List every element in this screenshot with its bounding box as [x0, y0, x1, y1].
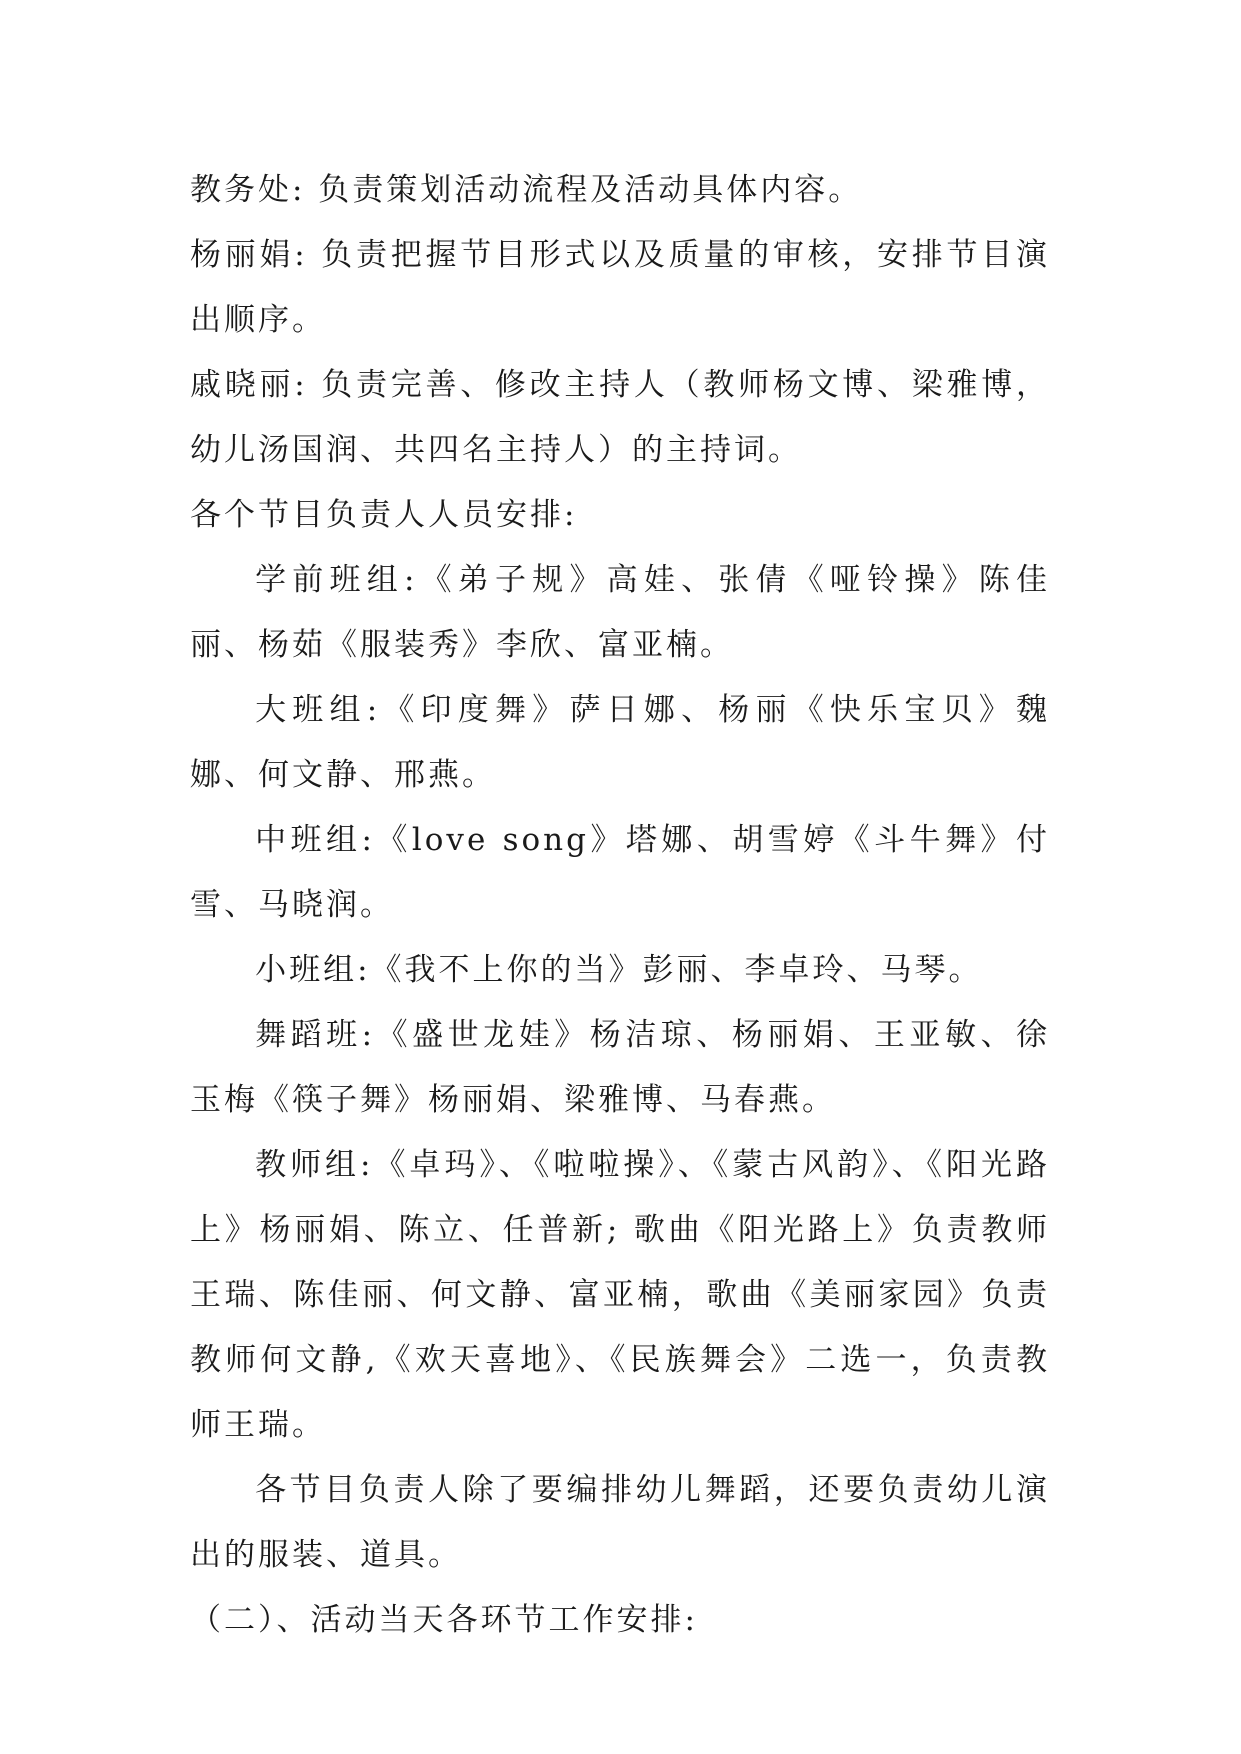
paragraph-middle-class-group: 中班组:《love song》塔娜、胡雪婷《斗牛舞》付雪、马晓润。 [190, 822, 1050, 923]
paragraph-junior-class-group: 小班组:《我不上你的当》彭丽、李卓玲、马琴。 [255, 952, 983, 988]
paragraph-program-staff-heading: 各个节目负责人人员安排: [190, 497, 578, 533]
paragraph-senior-class-group: 大班组:《印度舞》萨日娜、杨丽《快乐宝贝》魏娜、何文静、邢燕。 [190, 692, 1050, 793]
paragraph-preschool-group: 学前班组:《弟子规》高娃、张倩《哑铃操》陈佳丽、杨茹《服装秀》李欣、富亚楠。 [190, 562, 1050, 663]
paragraph-qi-xiaoli: 戚晓丽: 负责完善、修改主持人（教师杨文博、梁雅博，幼儿汤国润、共四名主持人）的主持词。 [190, 367, 1050, 468]
section-heading-event-day: （二）、活动当天各环节工作安排: [190, 1602, 698, 1638]
paragraph-teacher-group: 教师组:《卓玛》、《啦啦操》、《蒙古风韵》、《阳光路上》杨丽娟、陈立、任普新; 歌曲《阳光路上》负责教师王瑞、陈佳丽、何文静、富亚楠，歌曲《美丽家园》负责教师何文静,《欢天喜地》、《民族舞会》二选一，负责教师王瑞。 [190, 1147, 1050, 1443]
paragraph-academic-affairs: 教务处: 负责策划活动流程及活动具体内容。 [190, 172, 863, 208]
paragraph-costume-props-note: 各节目负责人除了要编排幼儿舞蹈，还要负责幼儿演出的服装、道具。 [190, 1472, 1050, 1573]
paragraph-yang-lijuan: 杨丽娟: 负责把握节目形式以及质量的审核，安排节目演出顺序。 [190, 237, 1050, 338]
paragraph-dance-class: 舞蹈班:《盛世龙娃》杨洁琼、杨丽娟、王亚敏、徐玉梅《筷子舞》杨丽娟、梁雅博、马春燕。 [190, 1017, 1050, 1118]
document-body [190, 158, 1050, 1653]
